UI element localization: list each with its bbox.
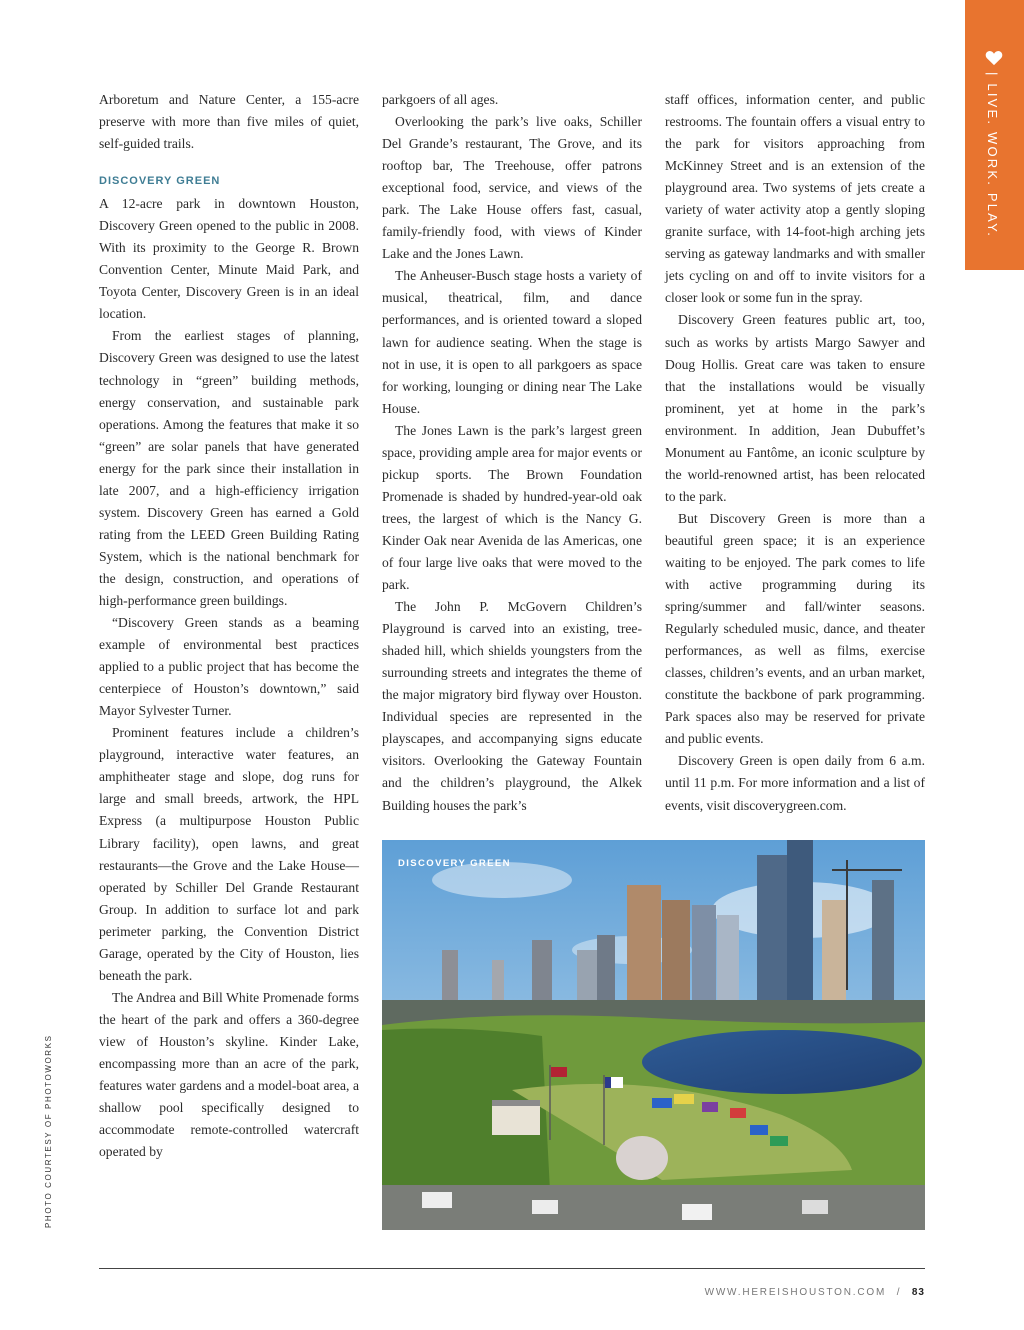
paragraph: Discovery Green features public art, too, such as works by artists Margo Sawyer and Doug Hollis. Great care was taken to ensure that the installations would be visually prominent, yet at home in the park’s environment. In addition, Jean Dubuffet’s Monument au Fantôme, an iconic sculpture by the world-renowned artist, has been relocated to the park. — [665, 312, 925, 504]
paragraph: The Anheuser-Busch stage hosts a variety of musical, theatrical, film, and dance performances, and is oriented toward a sloped lawn for audience seating. When the stage is not in use, it is open to all parkgoers as space for working, lounging or dining near The Lake House. — [382, 268, 642, 416]
paragraph: From the earliest stages of planning, Discovery Green was designed to use the latest technology in “green” building methods, energy conservation, and sustainable park operations. Among the features that make it so “green” are solar panels that have generated energy for the park since their installation in late 2007, and a high-efficiency irrigation system. Discovery Green has earned a Gold rating from the LEED Green Building Rating System, which is the national benchmark for the design, construction, and operations of high-performance green buildings. — [99, 328, 359, 608]
page-number: 83 — [911, 1287, 925, 1298]
paragraph: The John P. McGovern Children’s Playground is carved into an existing, tree-shaded hill, which shields youngsters from the surrounding streets and integrates the theme of the major migratory bird flyway over Houston. Individual species are represented in the playscapes, and accompanying signs educate visitors. Overlooking the Gateway Fountain and the children’s playground, the Alkek Building houses the park’s — [382, 599, 642, 813]
section-tab — [965, 0, 1024, 270]
paragraph: Prominent features include a children’s playground, interactive water features, an amphitheater stage and slope, dog runs for large and small breeds, artwork, the HPL Express (a multipurpose Houston Public Library facility), open lawns, and great restaurants—the Grove and the Lake House—operated by Schiller Del Grande Restaurant Group. In addition to surface lot and park perimeter parking, the Convention District Garage, operated by the City of Houston, lies beneath the park. — [99, 725, 359, 983]
paragraph: staff offices, information center, and public restrooms. The fountain offers a visual entry to the park for visitors approaching from McKinney Street and is an extension of the playground area. Two systems of jets create a variety of water activity atop a gently sloping granite surface, with 14-foot-high arching jets serving as gateway landmarks and with smaller jets cycling on and off to invite visitors for a closer look or some fun in the spray. — [665, 92, 925, 306]
heart-icon — [985, 50, 1003, 66]
photo-caption: DISCOVERY GREEN — [398, 858, 511, 869]
paragraph: Arboretum and Nature Center, a 155-acre preserve with more than five miles of quiet, self-guided trails. — [99, 92, 359, 152]
footer-url: WWW.HEREISHOUSTON.COM — [704, 1287, 887, 1298]
paragraph: But Discovery Green is more than a beautiful green space; it is an experience waiting to be enjoyed. The park comes to life with active programming during its spring/summer and fall/winter seasons. Regularly scheduled music, dance, and theater performances, as well as films, exercise classes, children’s events, and an urban market, constitute the backbone of park programming. Park spaces also may be reserved for private and public events. — [665, 510, 925, 747]
park-aerial-photo — [382, 840, 925, 1230]
paragraph: “Discovery Green stands as a beaming example of environmental best practices applied to a public project that has become the centerpiece of Houston’s downtown,” said Mayor Sylvester Turner. — [99, 615, 359, 719]
article-column-2 — [382, 89, 642, 817]
section-heading: DISCOVERY GREEN — [99, 175, 221, 188]
paragraph: The Andrea and Bill White Promenade forms the heart of the park and offers a 360-degree view of Houston’s skyline. Kinder Lake, encompassing more than an acre of the park, features water gardens and a model-boat area, a shallow pool specifically designed to accommodate remote-controlled watercraft operated by — [99, 989, 359, 1160]
article-column-3 — [665, 89, 925, 817]
paragraph: The Jones Lawn is the park’s largest green space, providing ample area for major events or pickup sports. The Brown Foundation Promenade is shaded by hundred-year-old oak trees, the largest of which is the Nancy G. Kinder Oak near Avenida de las Americas, one of four large live oaks that were moved to the park. — [382, 422, 642, 593]
paragraph: A 12-acre park in downtown Houston, Discovery Green opened to the public in 2008. With its proximity to the George R. Brown Convention Center, Minute Maid Park, and Toyota Center, Discovery Green is in an ideal location. — [99, 196, 359, 322]
section-tab-label: | LIVE. WORK. PLAY. — [985, 72, 1000, 239]
footer-divider — [99, 1268, 925, 1269]
paragraph: Discovery Green is open daily from 6 a.m. until 11 p.m. For more information and a list of events, visit discoverygreen.com. — [665, 753, 925, 813]
paragraph: Overlooking the park’s live oaks, Schiller Del Grande’s restaurant, The Grove, and its rooftop bar, The Treehouse, offer patrons exceptional food, service, and views of the park. The Lake House offers fast, casual, family-friendly food, with views of Kinder Lake and the Jones Lawn. — [382, 114, 642, 262]
paragraph: parkgoers of all ages. — [382, 92, 499, 107]
article-column-1 — [99, 89, 359, 1163]
footer-separator: / — [896, 1287, 902, 1298]
park-skyline-illustration — [382, 840, 925, 1230]
page-footer — [705, 1287, 925, 1298]
photo-credit: PHOTO COURTESY OF PHOTOWORKS — [44, 1034, 53, 1228]
